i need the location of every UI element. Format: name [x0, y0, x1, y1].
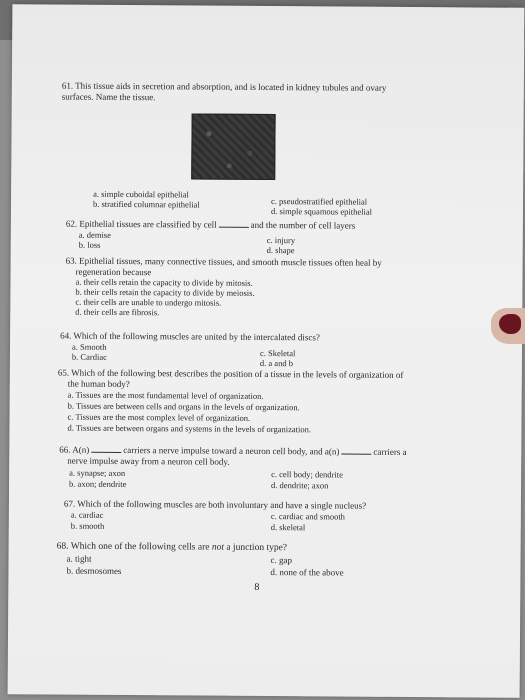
- q66-option-d: d. dendrite; axon: [271, 480, 329, 491]
- q63-option-c: c. their cells are unable to undergo mitosis.: [75, 296, 222, 308]
- question-64-stem: 64. Which of the following muscles are united by the intercalated discs?: [60, 330, 320, 343]
- q65-option-b: b. Tissues are between cells and organs in the levels of organization.: [67, 400, 300, 413]
- q61-option-a: a. simple cuboidal epithelial: [93, 188, 189, 200]
- q67-option-c: c. cardiac and smooth: [270, 511, 345, 522]
- q65-option-a: a. Tissues are the most fundamental level of organization.: [67, 389, 264, 401]
- q63-option-b: b. their cells retain the capacity to divide by meiosis.: [75, 286, 255, 298]
- q62-option-a: a. demise: [78, 229, 111, 240]
- q68-suffix: a junction type?: [226, 542, 288, 554]
- question-61-stem: 61. This tissue aids in secretion and absorption, and is located in kidney tubules and ovary: [61, 80, 387, 93]
- q66-blank-2: [341, 454, 371, 455]
- q64-option-a: a. Smooth: [71, 341, 107, 352]
- question-63-stem-2: regeneration because: [75, 266, 152, 278]
- question-65-stem: 65. Which of the following best describes the position of a tissue in the levels of organization of: [57, 367, 404, 380]
- q62-option-d: d. shape: [266, 245, 295, 256]
- q64-option-b: b. Cardiac: [71, 351, 107, 362]
- question-66-stem-2: nerve impulse away from a neuron cell body.: [67, 455, 230, 467]
- tissue-micrograph: [191, 113, 275, 180]
- q62-option-c: c. injury: [266, 235, 296, 246]
- q66-suffix: carriers a: [373, 446, 407, 457]
- question-68-stem: [57, 542, 287, 555]
- question-67-stem: 67. Which of the following muscles are both involuntary and have a single nucleus?: [63, 498, 367, 511]
- q66-option-a: a. synapse; axon: [69, 467, 126, 479]
- q66-blank-1: [91, 452, 121, 453]
- q62-blank: [219, 227, 249, 228]
- q68-option-b: b. desmosomes: [66, 565, 122, 576]
- q65-option-d: d. Tissues are between organs and systems in the levels of organization.: [67, 422, 312, 435]
- q61-option-d: d. simple squamous epithelial: [270, 206, 373, 217]
- q62-prefix: 62. Epithelial tissues are classified by cell: [65, 218, 217, 230]
- q68-option-c: c. gap: [270, 555, 293, 566]
- q65-option-c: c. Tissues are the most complex level of organization.: [67, 411, 251, 423]
- page-number: 8: [254, 581, 260, 593]
- q66-prefix: 66. A(n): [59, 444, 90, 455]
- q66-middle: carriers a nerve impulse toward a neuron cell body, and a(n): [123, 445, 340, 457]
- question-65-stem-2: the human body?: [67, 378, 130, 390]
- question-61-stem-2: surfaces. Name the tissue.: [61, 91, 156, 103]
- q64-option-d: d. a and b: [259, 357, 293, 369]
- q61-option-b: b. stratified columnar epithelial: [92, 198, 200, 210]
- fingernail: [499, 314, 521, 334]
- thumb: [491, 308, 525, 344]
- q64-option-c: c. Skeletal: [259, 347, 296, 359]
- q67-option-b: b. smooth: [70, 520, 105, 531]
- q62-suffix: and the number of cell layers: [250, 219, 356, 231]
- worksheet-page: [8, 4, 525, 698]
- q61-option-c: c. pseudostratified epithelial: [271, 196, 368, 207]
- q67-option-d: d. skeletal: [270, 522, 306, 533]
- q66-option-b: b. axon; dendrite: [69, 478, 127, 490]
- q68-prefix: 68. Which one of the following cells are: [56, 541, 210, 553]
- q68-option-a: a. tight: [66, 553, 92, 564]
- q62-option-b: b. loss: [78, 239, 101, 250]
- q68-emphasis: not: [211, 542, 225, 553]
- q67-option-a: a. cardiac: [70, 509, 104, 520]
- q66-option-c: c. cell body; dendrite: [271, 469, 343, 480]
- q68-option-d: d. none of the above: [270, 567, 344, 578]
- q63-option-d: d. their cells are fibrosis.: [75, 306, 160, 318]
- q63-option-a: a. their cells retain the capacity to divide by mitosis.: [75, 276, 253, 288]
- question-63-stem: 63. Epithelial tissues, many connective tissues, and smooth muscle tissues often heal by: [65, 255, 382, 268]
